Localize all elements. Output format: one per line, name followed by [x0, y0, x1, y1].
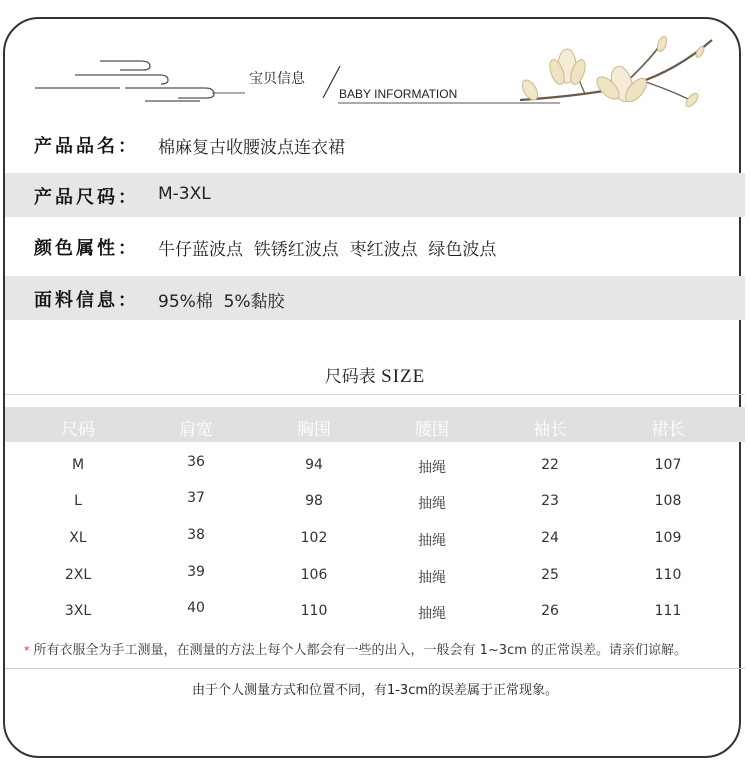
table-cell: 26 [541, 603, 559, 619]
table-cell: 36 [187, 454, 205, 470]
table-cell: 107 [654, 457, 682, 473]
notes-divider [5, 668, 745, 669]
col-header-bust: 胸围 [297, 420, 331, 440]
measurement-disclaimer [24, 639, 687, 658]
table-row [5, 597, 745, 627]
info-row-color [5, 224, 745, 268]
header-decoration [0, 0, 750, 120]
table-cell: 106 [300, 567, 328, 583]
table-cell: 2XL [64, 567, 92, 583]
info-label: 产品尺码： [34, 187, 139, 208]
info-row-size [5, 173, 745, 217]
table-cell: 40 [187, 600, 205, 616]
size-table-title [0, 362, 750, 388]
table-cell: 抽绳 [418, 606, 446, 622]
footer-note: 由于个人测量方式和位置不同，有1-3cm的误差属于正常现象。 [191, 683, 559, 698]
header-title-cn: 宝贝信息 [249, 71, 305, 87]
info-value: 牛仔蓝波点 铁锈红波点 枣红波点 绿色波点 [158, 240, 497, 260]
table-cell: 39 [187, 564, 205, 580]
table-cell: XL [69, 530, 87, 546]
info-row-name [5, 122, 745, 166]
info-label: 面料信息： [34, 290, 139, 311]
disclaimer-text: 所有衣服全为手工测量，在测量的方法上每个人都会有一些的出入，一般会有 1~3cm 的正常误差。请亲们谅解。 [33, 643, 688, 658]
table-cell: 108 [654, 493, 682, 509]
table-cell: 111 [654, 603, 682, 619]
info-row-fabric [5, 276, 745, 320]
table-cell: 抽绳 [418, 533, 446, 549]
magnolia-branch-icon [519, 35, 712, 109]
table-cell: 抽绳 [418, 460, 446, 476]
col-header-sleeve: 袖长 [533, 420, 567, 440]
table-cell: 22 [541, 457, 559, 473]
table-cell: 抽绳 [418, 570, 446, 586]
table-cell: 38 [187, 527, 205, 543]
table-cell: L [74, 493, 82, 509]
table-row [5, 451, 745, 481]
info-value: 95%棉 5%黏胶 [158, 292, 285, 312]
table-cell: 25 [541, 567, 559, 583]
col-header-waist: 腰围 [415, 420, 449, 440]
table-cell: M [71, 457, 85, 473]
size-title-en: SIZE [381, 366, 426, 387]
cloud-lines-icon [35, 61, 214, 101]
info-label: 产品品名： [34, 136, 139, 157]
table-cell: 109 [654, 530, 682, 546]
table-cell: 102 [300, 530, 328, 546]
table-row [5, 487, 745, 517]
size-table-header [5, 407, 745, 442]
table-cell: 3XL [64, 603, 92, 619]
col-header-size: 尺码 [61, 420, 95, 440]
table-row [5, 561, 745, 591]
table-cell: 23 [541, 493, 559, 509]
info-label: 颜色属性： [34, 238, 139, 259]
info-value: M-3XL [158, 184, 211, 204]
table-row [5, 524, 745, 554]
col-header-shoulder: 肩宽 [179, 420, 213, 440]
size-title-cn: 尺码表 [324, 367, 376, 387]
table-cell: 24 [541, 530, 559, 546]
col-header-length: 裙长 [651, 420, 685, 440]
size-title-rule [5, 394, 745, 395]
table-cell: 抽绳 [418, 496, 446, 512]
header-slash [323, 66, 340, 98]
asterisk-marker: * [24, 644, 30, 657]
table-cell: 94 [305, 457, 323, 473]
table-cell: 110 [300, 603, 328, 619]
info-value: 棉麻复古收腰波点连衣裙 [158, 138, 345, 158]
table-cell: 110 [654, 567, 682, 583]
table-cell: 98 [305, 493, 323, 509]
table-cell: 37 [187, 490, 205, 506]
header-title-en: BABY INFORMATION [339, 87, 458, 101]
